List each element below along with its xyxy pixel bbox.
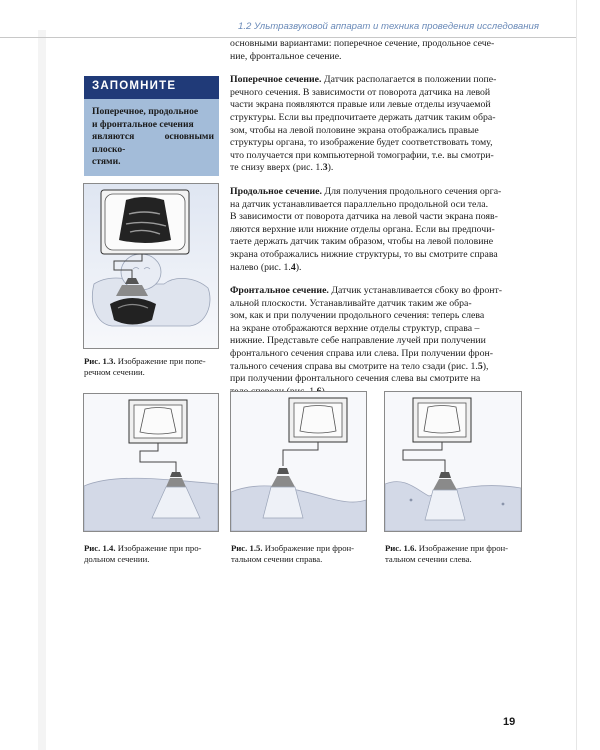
caption-fig-1-5 <box>231 543 371 565</box>
text-line: таете держать датчик таким образом, чтобы на левой половине <box>230 236 494 248</box>
text-line: что получается при компьютерной томографии, т.е. вы смотри- <box>230 149 494 161</box>
text-fragment: ), <box>482 360 489 372</box>
text-line <box>230 74 526 87</box>
text-line <box>230 361 526 374</box>
text-line: экрана отображались нижние структуры, то вы смотрите справа <box>230 248 498 260</box>
paragraph-frontal <box>230 285 526 398</box>
caption-line <box>84 543 224 554</box>
text-line: В зависимости от поворота датчика на левой части экрана появ- <box>230 211 498 223</box>
paragraph-longitudinal <box>230 186 526 274</box>
text-line: части экрана появляются правые или левые отделы изучаемой <box>230 99 491 111</box>
figure-1-4 <box>83 393 219 532</box>
text-line: на экране отображаются верхние отделы структур, справа – <box>230 322 480 334</box>
left-margin-strip <box>38 30 46 750</box>
remember-box <box>84 76 219 176</box>
caption-line: речном сечении. <box>84 367 145 377</box>
text-fragment: Датчик располагается в положении попе- <box>323 74 497 86</box>
caption-text: Изображение при фрон- <box>264 543 355 553</box>
figure-1-6 <box>384 391 522 532</box>
caption-label: Рис. 1.4. <box>84 543 116 553</box>
page-number: 19 <box>503 716 516 728</box>
text-line: альной плоскости. Устанавливайте датчик таким же обра- <box>230 297 472 309</box>
remember-line: стями. <box>92 156 121 167</box>
text-line: фронтального сечения справа или слева. При получении фрон- <box>230 348 493 360</box>
text-fragment: ). <box>327 162 334 174</box>
text-line: при получении фронтального сечения слева вы смотрите на <box>230 373 481 385</box>
figure-1-3 <box>83 183 219 349</box>
text-line: основными вариантами: поперечное сечение, продольное сече- <box>230 38 495 49</box>
text-line <box>230 186 526 199</box>
caption-line: дольном сечении. <box>84 554 150 564</box>
remember-line: являются основными плоско- <box>92 131 214 155</box>
remember-line: Поперечное, продольное <box>92 106 199 117</box>
caption-line <box>385 543 525 554</box>
text-line: на датчик устанавливается параллельно продольной оси тела. <box>230 198 489 210</box>
caption-label: Рис. 1.6. <box>385 543 417 553</box>
caption-text: Изображение при попе- <box>117 356 206 366</box>
figure-ref: 5 <box>477 360 483 372</box>
text-line: структуры. Если вы предпочитаете держать датчик таким обра- <box>230 111 496 123</box>
caption-label: Рис. 1.5. <box>231 543 263 553</box>
figure-ref: 4 <box>290 261 296 273</box>
figure-1-5 <box>230 391 367 532</box>
text-line <box>230 162 526 175</box>
term-frontal: Фронтальное сечение. <box>230 285 329 297</box>
caption-text: Изображение при фрон- <box>418 543 509 553</box>
intro-paragraph <box>230 38 526 63</box>
text-line: структуры органа, то изображение будет соответствовать тому, <box>230 137 493 149</box>
caption-fig-1-3 <box>84 356 224 378</box>
figure-1-4-illustration <box>84 394 218 531</box>
text-fragment: ). <box>295 261 302 273</box>
caption-text: Изображение при про- <box>117 543 202 553</box>
text-line: ляются верхние или нижние отделы органа. Если вы предпочи- <box>230 223 495 235</box>
text-fragment: налево (рис. 1. <box>230 261 291 273</box>
text-fragment: Для получения продольного сечения орга- <box>324 185 502 197</box>
figure-1-6-illustration <box>385 392 521 531</box>
text-fragment: тального сечения справа вы смотрите на тело сзади (рис. 1. <box>230 360 478 372</box>
caption-line: тальном сечении слева. <box>385 554 472 564</box>
text-line <box>230 285 526 298</box>
caption-line <box>84 356 224 367</box>
term-transverse: Поперечное сечение. <box>230 74 322 86</box>
text-line: зом, чтобы на левой половине экрана отображались правые <box>230 124 479 136</box>
text-line: речного сечения. В зависимости от поворота датчика на левой <box>230 86 491 98</box>
main-text <box>230 38 526 409</box>
figure-ref: 3 <box>322 162 328 174</box>
caption-fig-1-4 <box>84 543 224 565</box>
remember-text <box>92 106 214 169</box>
remember-line: и фронтальное сечения <box>92 118 194 130</box>
text-line: нижние. Представьте себе направление лучей при получении <box>230 335 486 347</box>
text-line <box>230 262 526 275</box>
paragraph-transverse <box>230 74 526 175</box>
text-line: ние, фронтальное сечение. <box>230 50 342 62</box>
caption-label: Рис. 1.3. <box>84 356 116 366</box>
figure-1-3-illustration <box>84 184 218 348</box>
term-longitudinal: Продольное сечение. <box>230 185 322 197</box>
caption-fig-1-6 <box>385 543 525 565</box>
text-fragment: те снизу вверх (рис. 1. <box>230 162 323 174</box>
remember-title: ЗАПОМНИТЕ <box>92 80 177 92</box>
caption-line <box>231 543 371 554</box>
running-header: 1.2 Ультразвуковой аппарат и техника проведения исследования <box>238 21 539 32</box>
caption-line: тальном сечении справа. <box>231 554 323 564</box>
figure-1-5-illustration <box>231 392 366 531</box>
text-line: зом, как и при получении продольного сечения: теперь слева <box>230 310 485 322</box>
text-fragment: Датчик устанавливается сбоку во фронт- <box>331 285 503 297</box>
right-edge-rule <box>576 0 577 750</box>
